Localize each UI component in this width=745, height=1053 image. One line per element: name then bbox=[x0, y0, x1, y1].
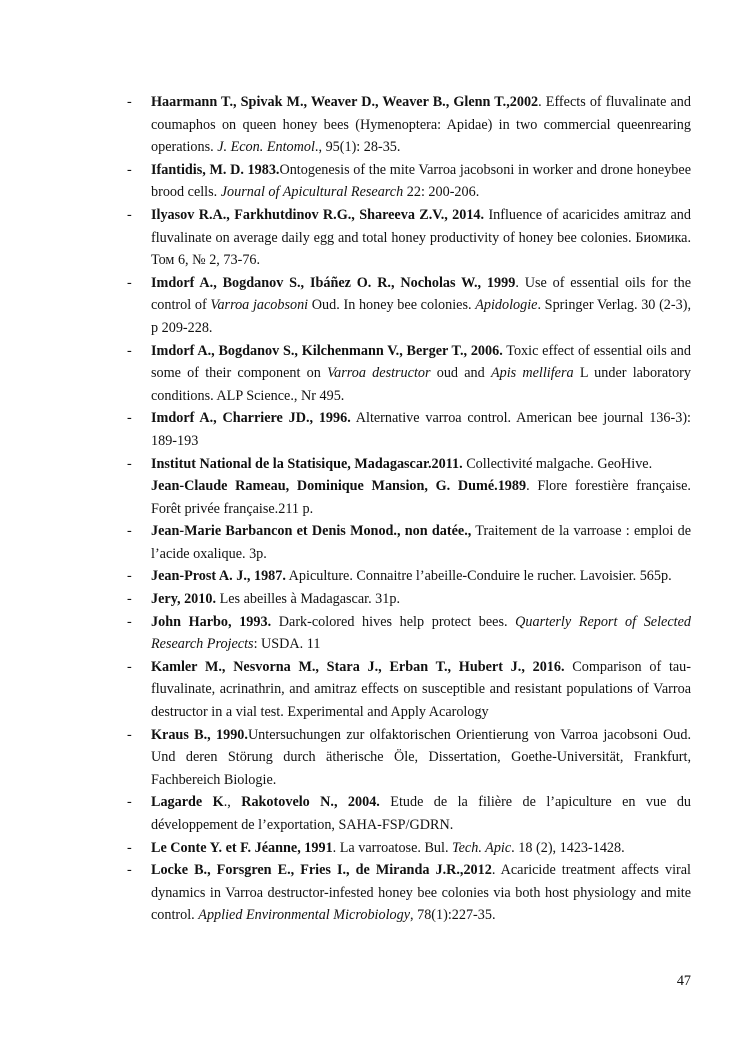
reference-text: Alternative varroa control. American bee journal 136-3): 189-193 bbox=[151, 410, 691, 449]
list-bullet: - bbox=[127, 839, 132, 856]
reference-item bbox=[151, 475, 691, 520]
reference-text: . Springer Verlag. 30 (2-3), p 209-228. bbox=[151, 297, 691, 336]
list-bullet: - bbox=[127, 658, 132, 675]
reference-item bbox=[127, 159, 691, 204]
reference-author: Kamler M., Nesvorna M., Stara J., Erban T., Hubert J., 2016. bbox=[151, 658, 565, 675]
reference-text: 22: 200-206. bbox=[403, 184, 480, 201]
reference-journal: Journal of Apicultural Research bbox=[220, 184, 404, 201]
reference-text: Etude de la filière de l’apiculture en vue du développement de l’exportation, SAHA-FSP/GDRN. bbox=[151, 794, 692, 833]
reference-author: Jery, 2010. bbox=[151, 591, 217, 608]
reference-item bbox=[127, 611, 691, 656]
list-bullet: - bbox=[127, 410, 132, 427]
reference-text: . Acaricide treatment affects viral dynamics in Varroa destructor-infested honey bee colonies via both host physiology and mite control. bbox=[151, 862, 691, 924]
reference-journal: Applied Environmental Microbiology bbox=[198, 907, 410, 924]
list-bullet: - bbox=[127, 455, 132, 472]
reference-author: Institut National de la Statisique, Madagascar.2011. bbox=[151, 455, 463, 472]
reference-text: Oud. In honey bee colonies. bbox=[308, 297, 476, 314]
reference-author: Le Conte Y. et F. Jéanne, 1991 bbox=[151, 839, 333, 856]
reference-text: L under laboratory conditions. ALP Science., Nr 495. bbox=[151, 365, 691, 404]
reference-journal: J. Econ. Entomol bbox=[217, 139, 315, 156]
reference-item bbox=[127, 656, 691, 724]
list-bullet: - bbox=[127, 726, 132, 743]
reference-author: Imdorf A., Bogdanov S., Ibáñez O. R., Nocholas W., 1999 bbox=[151, 274, 516, 291]
reference-item bbox=[127, 859, 691, 927]
list-bullet: - bbox=[127, 94, 132, 110]
reference-text: : USDA. 11 bbox=[253, 636, 321, 653]
reference-text: Influence of acaricides amitraz and fluvalinate on average daily egg and total honey productivity of honey bee colonies. Биомика. Том 6, № 2, 73-76. bbox=[151, 206, 691, 269]
reference-item bbox=[127, 91, 691, 159]
reference-text: Les abeilles à Madagascar. 31p. bbox=[216, 591, 400, 608]
list-bullet: - bbox=[127, 591, 132, 608]
reference-text: Ontogenesis of the mite Varroa jacobsoni in worker and drone honeybee brood cells. bbox=[151, 161, 691, 201]
reference-journal: Apidologie bbox=[475, 297, 538, 314]
reference-author: Imdorf A., Charriere JD., 1996. bbox=[151, 410, 351, 427]
reference-species: Varroa destructor bbox=[327, 365, 431, 382]
reference-text: Traitement de la varroase : emploi de l’acide oxalique. 3p. bbox=[151, 523, 691, 562]
reference-author: Haarmann T., Spivak M., Weaver D., Weaver B., Glenn T.,2002 bbox=[151, 94, 539, 110]
reference-item bbox=[127, 588, 691, 611]
reference-text: . Flore forestière française. Forêt privée française.211 p. bbox=[151, 478, 691, 517]
reference-text: . Use of essential oils for the control of bbox=[151, 274, 691, 314]
reference-separator: ., bbox=[223, 794, 242, 811]
reference-author: Imdorf A., Bogdanov S., Kilchenmann V., Berger T., 2006. bbox=[151, 342, 503, 359]
reference-author: Kraus B., 1990. bbox=[151, 726, 248, 743]
reference-text: Collectivité malgache. GeoHive. bbox=[462, 455, 653, 472]
reference-item bbox=[127, 520, 691, 565]
list-bullet: - bbox=[127, 161, 132, 178]
reference-author: John Harbo, 1993. bbox=[151, 613, 272, 630]
list-bullet: - bbox=[127, 206, 132, 223]
list-bullet: - bbox=[127, 342, 132, 359]
list-bullet: - bbox=[127, 523, 132, 540]
reference-author: Rakotovelo N., 2004. bbox=[241, 794, 380, 811]
reference-text: . 18 (2), 1423-1428. bbox=[511, 839, 625, 856]
reference-text: . La varroatose. Bul. bbox=[332, 839, 453, 856]
list-bullet: - bbox=[127, 613, 132, 630]
list-bullet: - bbox=[127, 568, 132, 585]
reference-author: Locke B., Forsgren E., Fries I., de Miranda J.R.,2012 bbox=[151, 862, 492, 879]
reference-item bbox=[127, 837, 691, 860]
reference-text: , 78(1):227-35. bbox=[410, 907, 496, 924]
page-number: 47 bbox=[676, 973, 691, 989]
reference-item bbox=[127, 791, 692, 836]
list-bullet: - bbox=[127, 862, 132, 879]
reference-text: Apiculture. Connaitre l’abeille-Conduire le rucher. Lavoisier. 565p. bbox=[285, 568, 672, 585]
reference-text: Toxic effect of essential oils and some of their component on bbox=[151, 342, 691, 382]
reference-author: Ilyasov R.A., Farkhutdinov R.G., Shareeva Z.V., 2014. bbox=[151, 206, 485, 223]
reference-text: Comparison of tau-fluvalinate, acrinathrin, and amitraz effects on susceptible and resistant populations of Varroa destructor in a vial test. Experimental and Apply Acarology bbox=[151, 658, 691, 721]
list-bullet: - bbox=[127, 794, 132, 811]
reference-author: Jean-Marie Barbancon et Denis Monod., non datée., bbox=[151, 523, 472, 540]
reference-author: Ifantidis, M. D. 1983. bbox=[151, 161, 280, 178]
list-bullet: - bbox=[127, 274, 132, 291]
reference-text: Untersuchungen zur olfaktorischen Orientierung von Varroa jacobsoni Oud. Und deren Störung durch ätherische Öle, Dissertation, Goethe-Universität, Frankfurt, Fachbereich Biologie. bbox=[151, 726, 691, 788]
reference-item bbox=[127, 407, 691, 452]
reference-journal: Tech. Apic bbox=[452, 839, 512, 856]
reference-text: oud and bbox=[430, 365, 491, 382]
reference-item bbox=[127, 272, 691, 340]
reference-item bbox=[127, 565, 691, 588]
reference-species: Varroa jacobsoni bbox=[210, 297, 309, 314]
reference-species: Apis mellifera bbox=[490, 365, 574, 382]
reference-author: Lagarde K bbox=[151, 794, 224, 811]
reference-author: Jean-Prost A. J., 1987. bbox=[151, 568, 286, 585]
reference-item bbox=[127, 453, 691, 476]
reference-item bbox=[127, 204, 691, 272]
reference-journal: Quarterly Report of Selected Research Projects bbox=[151, 613, 691, 653]
reference-text: Dark-colored hives help protect bees. bbox=[271, 613, 516, 630]
reference-text: ., 95(1): 28-35. bbox=[314, 139, 401, 156]
reference-list bbox=[127, 91, 692, 927]
reference-item bbox=[127, 340, 691, 408]
reference-text: . Effects of fluvalinate and coumaphos on queen honey bees (Hymenoptera: Apidae) in two commercial queenrearing operations. bbox=[151, 94, 691, 156]
reference-author: Jean-Claude Rameau, Dominique Mansion, G. Dumé.1989 bbox=[151, 478, 527, 495]
reference-item bbox=[127, 724, 691, 792]
